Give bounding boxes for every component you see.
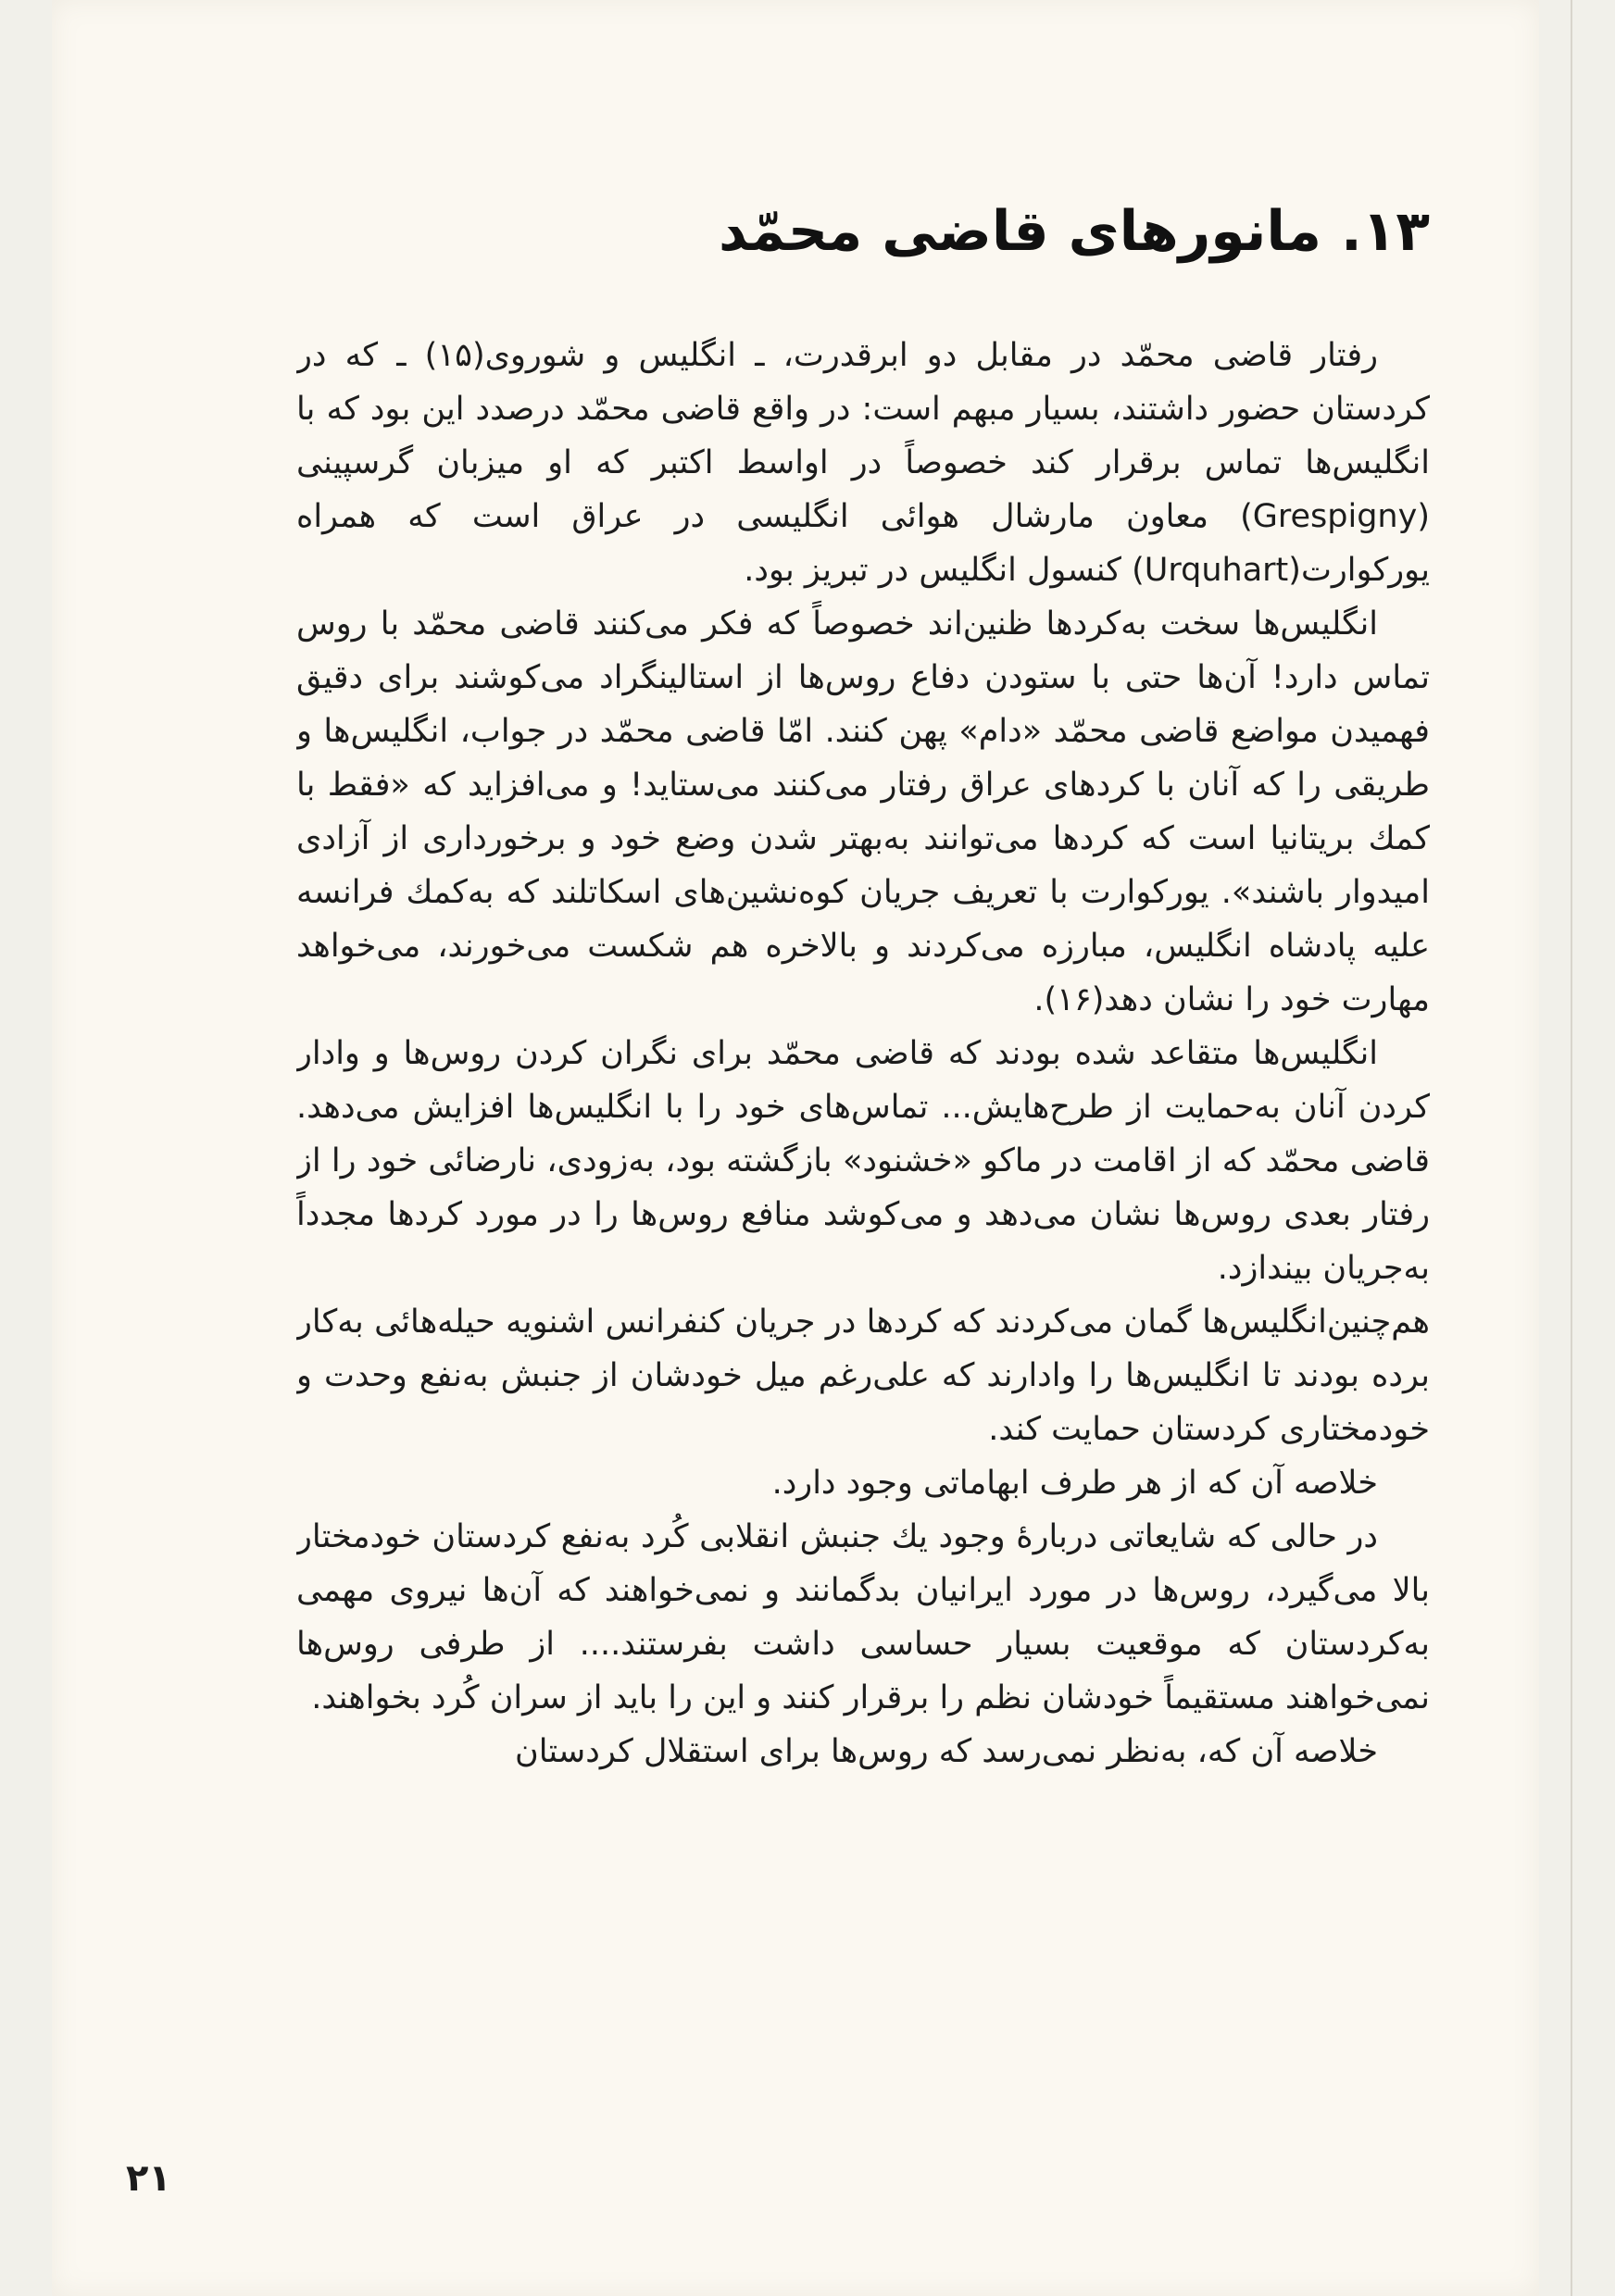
paragraph: خلاصه آن که، به‌نظر نمی‌رسد که روس‌ها برای استقلال کردستان [515,1733,1378,1770]
page-number: ۲۱ [126,2157,171,2200]
body-text [296,329,1430,2217]
chapter-title: ۱۳. مانورهای قاضی محمّد [719,199,1430,264]
paragraph: رفتار قاضی محمّد در مقابل دو ابرقدرت، ـ انگلیس و شوروی(۱۵) ـ که در کردستان حضور داشتند، بسیار مبهم است: در واقع قاضی محمّد درصدد این بود که با انگلیس‌ها تماس برقرار کند خصوصاً در اواسط اکتبر که او میزبان گرسپینی (Grespigny) معاون مارشال هوائی انگلیسی در عراق است که همراه یورکوارت(Urquhart) کنسول انگلیس در تبریز بود. [296,337,1430,589]
page-edge [1571,0,1615,2296]
paragraph: خلاصه آن که از هر طرف ابهاماتی وجود دارد. [771,1465,1378,1502]
paragraph: در حالی که شایعاتی دربارهٔ وجود یك جنبش انقلابی کُرد به‌نفع کردستان خودمختار بالا می‌گیرد، روس‌ها در مورد ایرانیان بدگمانند و نمی‌خواهند که آن‌ها نیروی مهمی به‌کردستان که موقعیت بسیار حساسی داشت بفرستند.... از طرفی روس‌ها نمی‌خواهند مستقیماً خودشان نظم را برقرار کنند و این را باید از سران کُرد بخواهند. [296,1518,1430,1716]
paragraph: انگلیس‌ها سخت به‌کردها ظنین‌اند خصوصاً که فکر می‌کنند قاضی محمّد با روس تماس دارد! آن‌ها حتی با ستودن دفاع روس‌ها از استالینگراد می‌کوشند برای دقیق فهمیدن مواضع قاضی محمّد «دام» پهن کنند. امّا قاضی محمّد در جواب، انگلیس‌ها و طریقی را که آنان با کردهای عراق رفتار می‌کنند می‌ستاید! و می‌افزاید که «فقط با کمك بریتانیا است که کردها می‌توانند به‌بهتر شدن وضع خود و برخورداری از آزادی امیدوار باشند». یورکوارت با تعریف جریان کوه‌نشین‌های اسکاتلند که به‌کمك فرانسه علیه پادشاه انگلیس، مبارزه می‌کردند و بالاخره هم شکست می‌خورند، می‌خواهد مهارت خود را نشان دهد(۱۶). [296,605,1430,1018]
paragraph: انگلیس‌ها متقاعد شده بودند که قاضی محمّد برای نگران کردن روس‌ها و وادار کردن آنان به‌حمایت از طرح‌هایش... تماس‌های خود را با انگلیس‌ها افزایش می‌دهد. قاضی محمّد که از اقامت در ماکو «خشنود» بازگشته بود، به‌زودی، نارضائی خود را از رفتار بعدی روس‌ها نشان می‌دهد و می‌کوشد منافع روس‌ها را در مورد کردها مجدداً به‌جریان بیندازد. [296,1035,1430,1287]
paragraph: هم‌چنین‌انگلیس‌ها گمان می‌کردند که کردها در جریان کنفرانس اشنویه حیله‌هائی به‌کار برده بودند تا انگلیس‌ها را وادارند که علی‌رغم میل خودشان از جنبش به‌نفع وحدت و خودمختاری کردستان حمایت کند. [296,1304,1430,1448]
